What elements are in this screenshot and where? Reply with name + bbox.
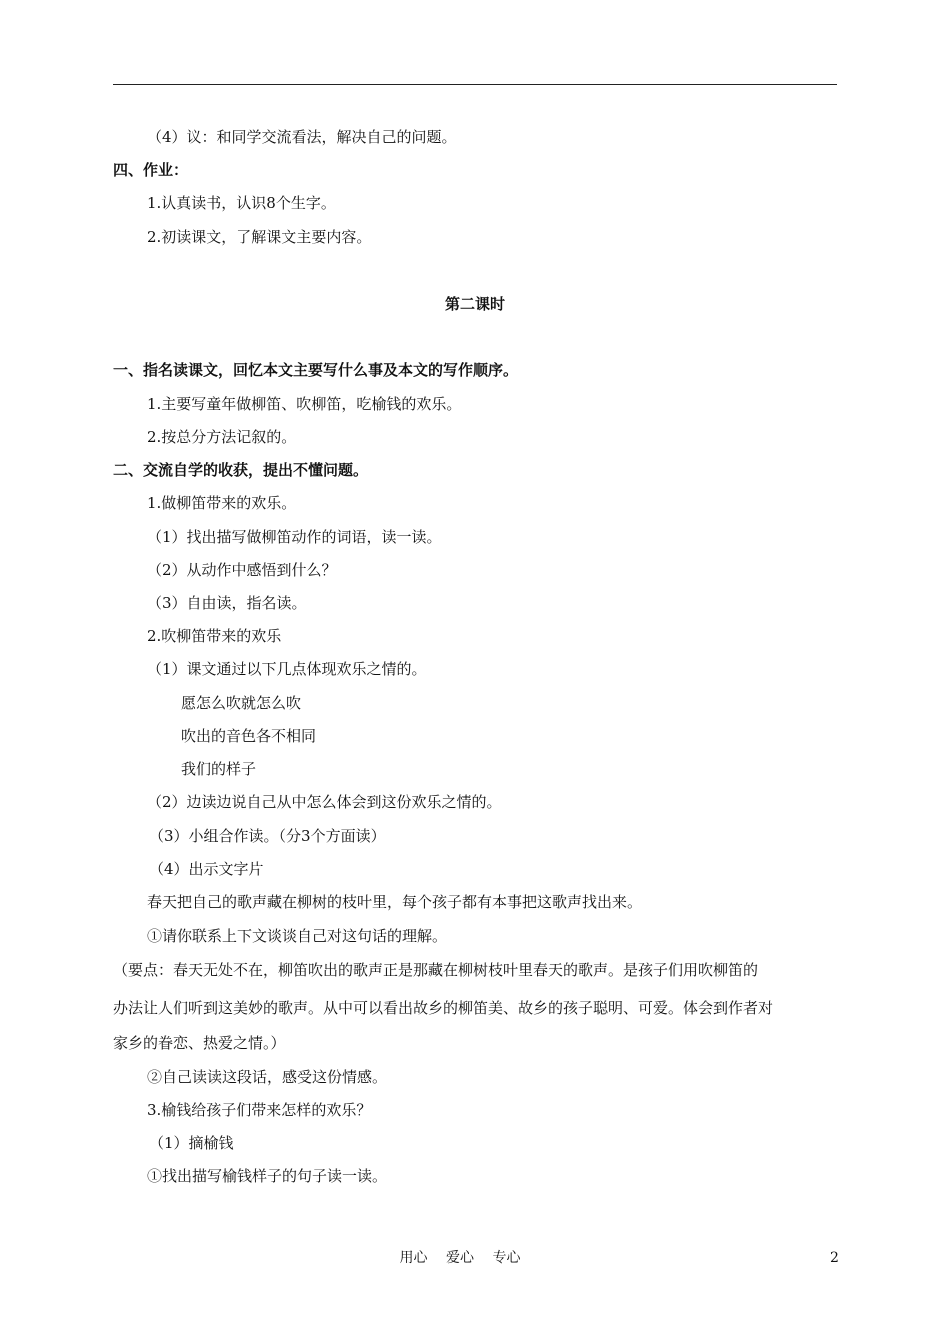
text-line: （3）小组合作读。（分3个方面读） [149, 827, 386, 845]
page-number: 2 [830, 1250, 839, 1266]
text-line: （1）课文通过以下几点体现欢乐之情的。 [147, 660, 427, 678]
text-line: 吹出的音色各不相同 [181, 727, 317, 745]
text-line: 1.认真读书，认识8个生字。 [147, 194, 336, 212]
text-line: 3.榆钱给孩子们带来怎样的欢乐？ [147, 1101, 372, 1119]
text-line: ①找出描写榆钱样子的句子读一读。 [147, 1167, 388, 1185]
text-line: （1）找出描写做柳笛动作的词语，读一读。 [147, 528, 442, 546]
lesson-title: 第二课时 [444, 295, 505, 313]
text-line: 我们的样子 [181, 760, 257, 778]
section-heading: 一、指名读课文，回忆本文主要写什么事及本文的写作顺序。 [113, 361, 519, 379]
text-line: （4）议：和同学交流看法，解决自己的问题。 [147, 128, 457, 146]
text-line: 1.主要写童年做柳笛、吹柳笛，吃榆钱的欢乐。 [147, 395, 462, 413]
section-heading: 二、交流自学的收获，提出不懂问题。 [113, 461, 369, 479]
text-line: （1）摘榆钱 [149, 1134, 234, 1152]
text-line: ①请你联系上下文谈谈自己对这句话的理解。 [147, 927, 448, 945]
text-line: 办法让人们听到这美妙的歌声。从中可以看出故乡的柳笛美、故乡的孩子聪明、可爱。体会到作者对 [113, 999, 774, 1017]
section-heading: 四、作业： [113, 161, 189, 179]
text-line: 1.做柳笛带来的欢乐。 [147, 494, 297, 512]
text-line: （4）出示文字片 [149, 860, 264, 878]
text-line: （2）从动作中感悟到什么？ [147, 561, 337, 579]
text-line: 春天把自己的歌声藏在柳树的枝叶里，每个孩子都有本事把这歌声找出来。 [147, 893, 643, 911]
text-line: 2.按总分方法记叙的。 [147, 428, 297, 446]
text-line: 2.初读课文，了解课文主要内容。 [147, 228, 372, 246]
text-line: （3）自由读，指名读。 [147, 594, 307, 612]
text-line: 2.吹柳笛带来的欢乐 [147, 627, 282, 645]
text-line: ②自己读读这段话，感受这份情感。 [147, 1068, 388, 1086]
text-line: 家乡的眷恋、热爱之情。） [113, 1034, 286, 1052]
text-line: （要点：春天无处不在，柳笛吹出的歌声正是那藏在柳树枝叶里春天的歌声。是孩子们用吹柳笛的 [113, 961, 759, 979]
text-line: （2）边读边说自己从中怎么体会到这份欢乐之情的。 [147, 793, 502, 811]
text-line: 愿怎么吹就怎么吹 [181, 694, 302, 712]
footer-motto: 用心 爱心 专心 [399, 1250, 521, 1266]
header-rule [113, 84, 837, 85]
